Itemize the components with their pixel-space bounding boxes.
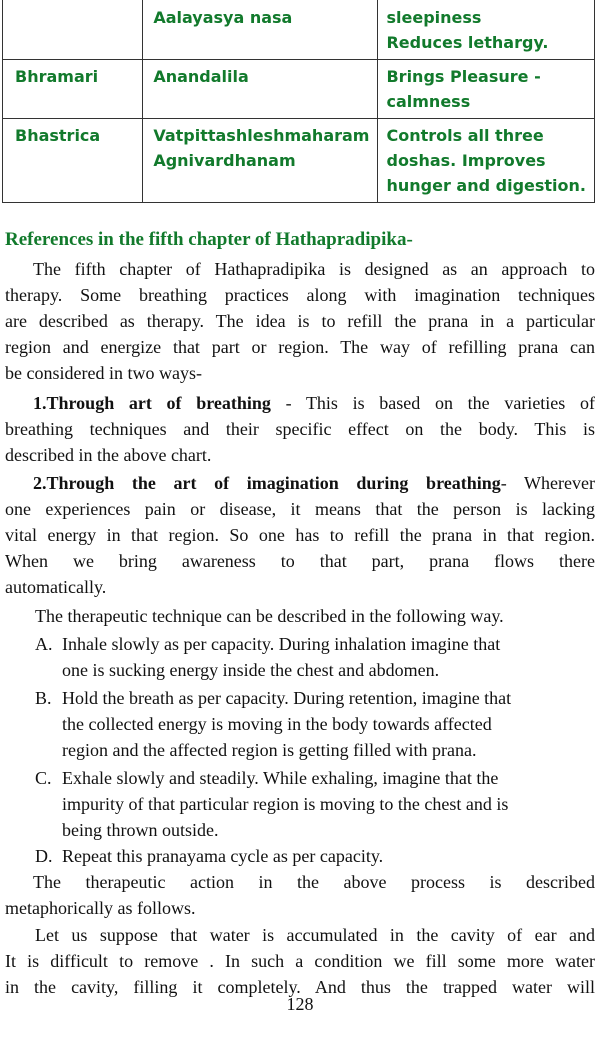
cell-line: doshas. Improves xyxy=(386,151,546,170)
table-row xyxy=(3,60,595,119)
text-line: Inhale slowly as per capacity. During inhalation imagine that xyxy=(62,634,501,654)
text-line: in the cavity, filling it completely. And thus the trapped water will xyxy=(5,977,595,997)
steps-intro xyxy=(35,603,595,629)
cell-line: Controls all three xyxy=(386,126,544,145)
table-cell-name: Bhastrica xyxy=(3,119,143,203)
text-line: therapy. Some breathing practices along with imagination techniques xyxy=(5,285,595,305)
text-line: It is difficult to remove . In such a condition we fill some more water xyxy=(5,951,595,971)
text-line: described in the above chart. xyxy=(5,445,212,465)
paragraph-point-1 xyxy=(5,390,595,468)
list-label: B. xyxy=(35,688,52,708)
text-line: metaphorically as follows. xyxy=(5,898,196,918)
table-row xyxy=(3,119,595,203)
text-line: be considered in two ways- xyxy=(5,363,202,383)
text-line: one experiences pain or disease, it means that the person is lacking xyxy=(5,499,595,519)
text-line: The fifth chapter of Hathapradipika is designed as an approach to xyxy=(33,259,595,279)
text-line: breathing techniques and their specific effect on the body. This is xyxy=(5,419,595,439)
text-line: The therapeutic action in the above process is described xyxy=(33,872,595,892)
cell-line: Vatpittashleshmaharam xyxy=(153,126,370,145)
cell-line: Aalayasya nasa xyxy=(153,8,293,27)
text-fragment: - This is based on the varieties of xyxy=(270,393,595,413)
cell-line: Anandalila xyxy=(153,67,249,86)
table-cell-name xyxy=(3,0,143,60)
text-fragment: - Wherever xyxy=(500,473,595,493)
pranayama-table xyxy=(2,0,595,203)
table-cell-effect xyxy=(378,119,595,203)
text-line: Repeat this pranayama cycle as per capacity. xyxy=(62,846,384,866)
text-line: vital energy in that region. So one has to refill the prana in that region. xyxy=(5,525,595,545)
text-line xyxy=(5,390,595,416)
table-cell-sanskrit xyxy=(143,0,378,60)
table-cell-name: Bhramari xyxy=(3,60,143,119)
point-2-title: 2.Through the art of imagination during breathing xyxy=(33,473,501,493)
table-cell-effect xyxy=(378,0,595,60)
cell-line: hunger and digestion. xyxy=(386,176,586,195)
list-item xyxy=(35,631,595,683)
cell-line: calmness xyxy=(386,92,471,111)
cell-line: Agnivardhanam xyxy=(153,151,296,170)
list-item xyxy=(35,765,595,843)
table-cell-effect xyxy=(378,60,595,119)
list-body xyxy=(62,765,595,843)
point-1-title: 1.Through art of breathing xyxy=(33,393,271,413)
text-line: region and the affected region is getting filled with prana. xyxy=(62,740,477,760)
table-cell-sanskrit xyxy=(143,119,378,203)
cell-line: Brings Pleasure - xyxy=(386,67,541,86)
list-body xyxy=(62,631,595,683)
page-number: 128 xyxy=(286,994,314,1014)
paragraph-example xyxy=(5,922,595,1000)
section-heading: References in the fifth chapter of Hathapradipika- xyxy=(5,229,413,250)
text-line: Hold the breath as per capacity. During retention, imagine that xyxy=(62,688,512,708)
text-line: Let us suppose that water is accumulated in the cavity of ear and xyxy=(35,925,595,945)
list-label: A. xyxy=(35,634,53,654)
list-body xyxy=(62,843,595,869)
text-line: The therapeutic technique can be described in the following way. xyxy=(35,606,504,626)
text-line xyxy=(5,470,595,496)
text-line: Exhale slowly and steadily. While exhaling, imagine that the xyxy=(62,768,499,788)
paragraph-metaphor xyxy=(5,869,595,921)
text-line: being thrown outside. xyxy=(62,820,219,840)
text-line: are described as therapy. The idea is to refill the prana in a particular xyxy=(5,311,595,331)
table-cell-sanskrit xyxy=(143,60,378,119)
list-body xyxy=(62,685,595,763)
text-line: automatically. xyxy=(5,577,107,597)
text-line: the collected energy is moving in the body towards affected xyxy=(62,714,492,734)
cell-line: Reduces lethargy. xyxy=(386,33,549,52)
text-line: impurity of that particular region is moving to the chest and is xyxy=(62,794,509,814)
list-label: C. xyxy=(35,768,52,788)
cell-line: sleepiness xyxy=(386,8,482,27)
text-line: one is sucking energy inside the chest and abdomen. xyxy=(62,660,440,680)
text-line: When we bring awareness to that part, prana flows there xyxy=(5,551,595,571)
paragraph-point-2 xyxy=(5,470,595,600)
list-label: D. xyxy=(35,846,53,866)
paragraph-intro xyxy=(5,256,595,386)
table-row xyxy=(3,0,595,60)
list-item xyxy=(35,685,595,763)
text-line: region and energize that part or region. The way of refilling prana can xyxy=(5,337,595,357)
list-item xyxy=(35,843,595,869)
